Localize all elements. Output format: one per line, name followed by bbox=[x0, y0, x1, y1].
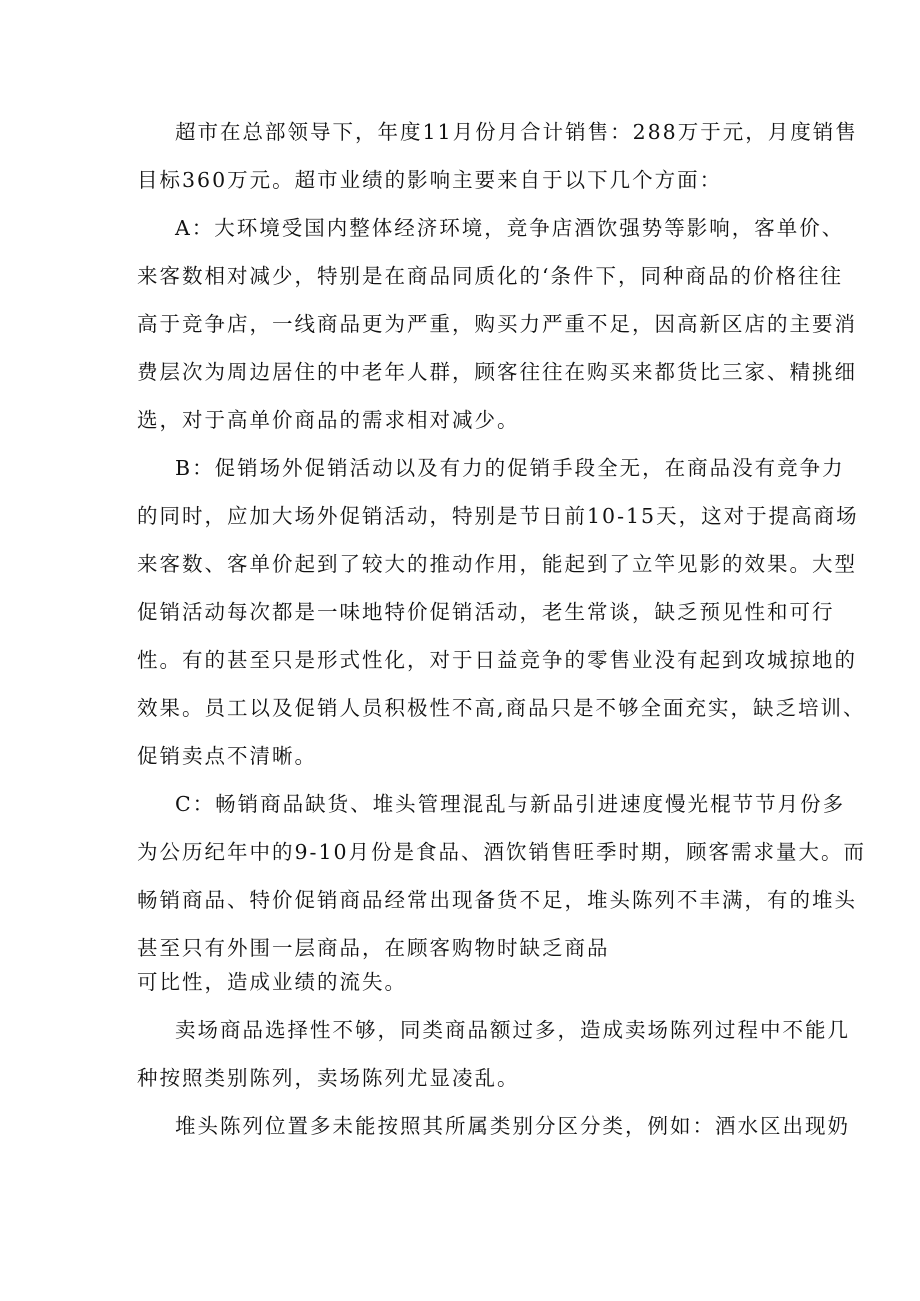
text-line-13: 效果。员工以及促销人员积极性不高,商品只是不够全面充实，缺乏培训、 bbox=[137, 696, 866, 720]
text-line-5: 高于竞争店，一线商品更为严重，购买力严重不足，因高新区店的主要消 bbox=[137, 312, 857, 336]
text-line-20: 卖场商品选择性不够，同类商品额过多，造成卖场陈列过程中不能几 bbox=[175, 1018, 850, 1042]
text-line-21: 种按照类别陈列，卖场陈列尤显凌乱。 bbox=[137, 1066, 520, 1090]
text-line-1: 超市在总部领导下，年度11月份月合计销售：288万于元，月度销售 bbox=[175, 120, 858, 144]
text-line-6: 费层次为周边居住的中老年人群，顾客往往在购买来都货比三家、精挑细 bbox=[137, 360, 857, 384]
text-line-4: 来客数相对减少，特别是在商品同质化的‘条件下，同种商品的价格往往 bbox=[137, 264, 844, 288]
text-line-14: 促销卖点不清晰。 bbox=[137, 744, 317, 768]
text-line-12: 性。有的甚至只是形式性化，对于日益竞争的零售业没有起到攻城掠地的 bbox=[137, 648, 857, 672]
text-line-17: 畅销商品、特价促销商品经常出现备货不足，堆头陈列不丰满，有的堆头 bbox=[137, 888, 857, 912]
text-line-15: C：畅销商品缺货、堆头管理混乱与新品引进速度慢光棍节节月份多 bbox=[175, 792, 846, 816]
text-line-7: 选，对于高单价商品的需求相对减少。 bbox=[137, 408, 520, 432]
text-line-18: 甚至只有外围一层商品，在顾客购物时缺乏商品 bbox=[137, 936, 610, 960]
text-line-9: 的同时，应加大场外促销活动，特别是节日前10-15天，这对于提高商场 bbox=[137, 504, 859, 528]
text-line-19: 可比性，造成业绩的流失。 bbox=[137, 970, 407, 994]
text-line-22: 堆头陈列位置多未能按照其所属类别分区分类，例如：酒水区出现奶 bbox=[175, 1114, 850, 1138]
text-line-8: B：促销场外促销活动以及有力的促销手段全无，在商品没有竞争力 bbox=[175, 456, 845, 480]
text-line-10: 来客数、客单价起到了较大的推动作用，能起到了立竿见影的效果。大型 bbox=[137, 552, 857, 576]
text-line-2: 目标360万元。超市业绩的影响主要来自于以下几个方面： bbox=[137, 168, 723, 192]
text-line-16: 为公历纪年中的9-10月份是食品、酒饮销售旺季时期，顾客需求量大。而 bbox=[137, 840, 867, 864]
text-line-3: A：大环境受国内整体经济环境，竞争店酒饮强势等影响，客单价、 bbox=[175, 216, 845, 240]
text-line-11: 促销活动每次都是一味地特价促销活动，老生常谈，缺乏预见性和可行 bbox=[137, 600, 835, 624]
